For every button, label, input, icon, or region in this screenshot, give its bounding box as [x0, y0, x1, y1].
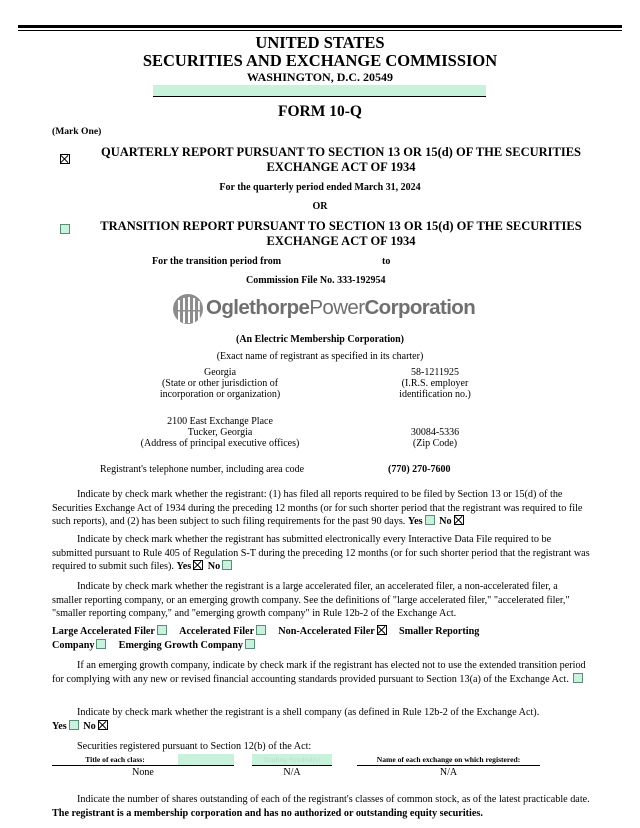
state-value: Georgia [203, 367, 237, 378]
p5-yes-label: Yes [52, 720, 67, 732]
shell-yes-checkbox[interactable] [69, 720, 79, 730]
ein-label-line1: (I.R.S. employer [401, 378, 469, 389]
zip-label: (Zip Code) [412, 438, 458, 449]
emerging-growth-checkbox[interactable] [245, 639, 255, 649]
p1-no-checkbox-checked[interactable] [454, 515, 464, 525]
paragraph-shares-outstanding-bold: The registrant is a membership corporation and has no authorized or outstanding equity securities. [52, 807, 483, 819]
table-header-title: Title of each class: [85, 755, 145, 764]
quarterly-checkbox-checked[interactable] [60, 154, 70, 164]
state-label-line2: incorporation or organization) [159, 389, 281, 400]
p2-no-label: No [207, 561, 221, 572]
paragraph-emerging-growth-text: If an emerging growth company, indicate by check mark if the registrant has elected not to use the extended transition period for complying with any new or revised financial accounting standards provided pursuant to Section 13(a) of the Exchange Act. [52, 660, 586, 685]
quarterly-title-line1: QUARTERLY REPORT PURSUANT TO SECTION 13 OR 15(d) OF THE SECURITIES [100, 145, 582, 159]
oglethorpe-logo [172, 293, 476, 325]
mark-one: (Mark One) [52, 126, 102, 137]
paragraph-shell-company [52, 706, 542, 733]
transition-period-checkbox[interactable] [573, 673, 583, 683]
logo-wordmark [206, 296, 475, 320]
accelerated-filer-label: Accelerated Filer [179, 626, 255, 637]
table-header-rule-1 [52, 765, 234, 766]
p1-yes-checkbox[interactable] [425, 515, 435, 525]
top-rule-thick [18, 25, 622, 28]
paragraph-interactive-data-text: Indicate by check mark whether the registrant has submitted electronically every Interactive Data File required to be submitted pursuant to Rule 405 of Regulation S-T during the preceding 12 months (or for such shorter period that the registrant was required to submit such files). [52, 534, 590, 572]
paragraph-shares-outstanding [52, 793, 590, 820]
quarterly-period: For the quarterly period ended March 31, 2024 [219, 182, 421, 193]
header-washington: WASHINGTON, D.C. 20549 [246, 70, 394, 84]
smaller-reporting-label-2: Company [52, 640, 95, 651]
large-accelerated-filer-checkbox[interactable] [157, 625, 167, 635]
logo-word-corporation: Corporation [364, 296, 476, 319]
or-label: OR [312, 201, 328, 212]
phone-label: Registrant's telephone number, including area code [100, 464, 305, 475]
address-line2: Tucker, Georgia [187, 427, 253, 438]
shell-no-checkbox-checked[interactable] [98, 720, 108, 730]
smaller-reporting-checkbox[interactable] [96, 639, 106, 649]
ein-value: 58-1211925 [411, 367, 459, 378]
table-header-rule-3 [357, 765, 540, 766]
paragraph-shares-outstanding-text: Indicate the number of shares outstanding of each of the registrant's classes of common stock, as of the latest practicable date. [77, 794, 590, 805]
paragraph-reports-filed [52, 488, 590, 529]
table-cell-trading-symbol: N/A [283, 767, 301, 778]
filer-status-row [52, 625, 590, 653]
table-header-rule-2 [252, 765, 332, 766]
paragraph-filer-status-text: Indicate by check mark whether the registrant is a large accelerated filer, an accelerated filer, a non-accelerated filer, a smaller reporting company, or an emerging growth company. See the definitions of "large accelerated filer," "accelerated filer," "smaller reporting company," and "emerging growth company" in Rule 12b-2 of the Exchange Act. [52, 581, 570, 619]
logo-word-power: Power [309, 296, 365, 319]
paragraph-securities-registered-text: Securities registered pursuant to Section 12(b) of the Act: [77, 741, 312, 752]
commission-file: Commission File No. 333-192954 [246, 275, 386, 286]
header-united-states: UNITED STATES [255, 33, 385, 52]
p2-yes-checkbox-checked[interactable] [193, 560, 203, 570]
non-accelerated-filer-label: Non-Accelerated Filer [278, 626, 375, 637]
paragraph-interactive-data [52, 533, 590, 574]
paragraph-filer-status [52, 580, 590, 621]
registrant-charter-note: (Exact name of registrant as specified in its charter) [216, 351, 424, 362]
zip-value: 30084-5336 [410, 427, 460, 438]
logo-word-oglethorpe: Oglethorpe [206, 296, 310, 319]
accelerated-filer-checkbox[interactable] [256, 625, 266, 635]
emerging-growth-label: Emerging Growth Company [118, 640, 243, 651]
top-rule-thin [18, 30, 622, 31]
smaller-reporting-label-1: Smaller Reporting [398, 626, 480, 637]
form-title: FORM 10-Q [278, 103, 362, 120]
table-header-title-highlight [178, 754, 234, 765]
paragraph-reports-filed-text: Indicate by check mark whether the registrant: (1) has filed all reports required to be filed by Section 13 or 15(d) of the Securities Exchange Act of 1934 during the preceding 12 months (or for such shorter period that the registrant was required to file such reports), and (2) has been subject to such filing requirements for the past 90 days. [52, 489, 583, 527]
table-cell-exchange: N/A [439, 767, 458, 778]
transition-from-label: For the transition period from [152, 256, 282, 267]
state-label-line1: (State or other jurisdiction of [161, 378, 279, 389]
table-header-exchange: Name of each exchange on which registered: [376, 755, 521, 764]
ein-label-line2: identification no.) [399, 389, 471, 400]
transition-to-label: to [382, 256, 391, 267]
paragraph-securities-registered [52, 740, 590, 754]
p5-no-label: No [83, 720, 96, 732]
securities-table [52, 754, 540, 784]
transition-title-line1: TRANSITION REPORT PURSUANT TO SECTION 13 OR 15(d) OF THE SECURITIES [100, 219, 582, 233]
quarterly-title-line2: EXCHANGE ACT OF 1934 [266, 160, 416, 174]
paragraph-shell-company-text: Indicate by check mark whether the registrant is a shell company (as defined in Rule 12b-2 of the Exchange Act). [77, 707, 540, 718]
p1-no-label: No [439, 516, 452, 527]
phone-value: (770) 270-7600 [388, 464, 451, 475]
table-header-trading-symbol: Trading Symbol(s) [252, 754, 332, 765]
non-accelerated-filer-checkbox-checked[interactable] [377, 625, 387, 635]
transition-checkbox[interactable] [60, 224, 70, 234]
registrant-type: (An Electric Membership Corporation) [235, 334, 405, 345]
large-accelerated-filer-label: Large Accelerated Filer [52, 626, 155, 637]
header-sec: SECURITIES AND EXCHANGE COMMISSION [142, 51, 498, 70]
address-label: (Address of principal executive offices) [140, 438, 300, 449]
table-cell-title: None [132, 767, 154, 778]
header-highlight-bar [153, 85, 486, 97]
power-tower-icon [172, 293, 204, 325]
paragraph-emerging-growth [52, 659, 590, 686]
p2-yes-label: Yes [176, 561, 192, 572]
address-line1: 2100 East Exchange Place [167, 416, 273, 427]
p1-yes-label: Yes [407, 516, 423, 527]
p2-no-checkbox[interactable] [222, 560, 232, 570]
transition-title-line2: EXCHANGE ACT OF 1934 [266, 234, 416, 248]
